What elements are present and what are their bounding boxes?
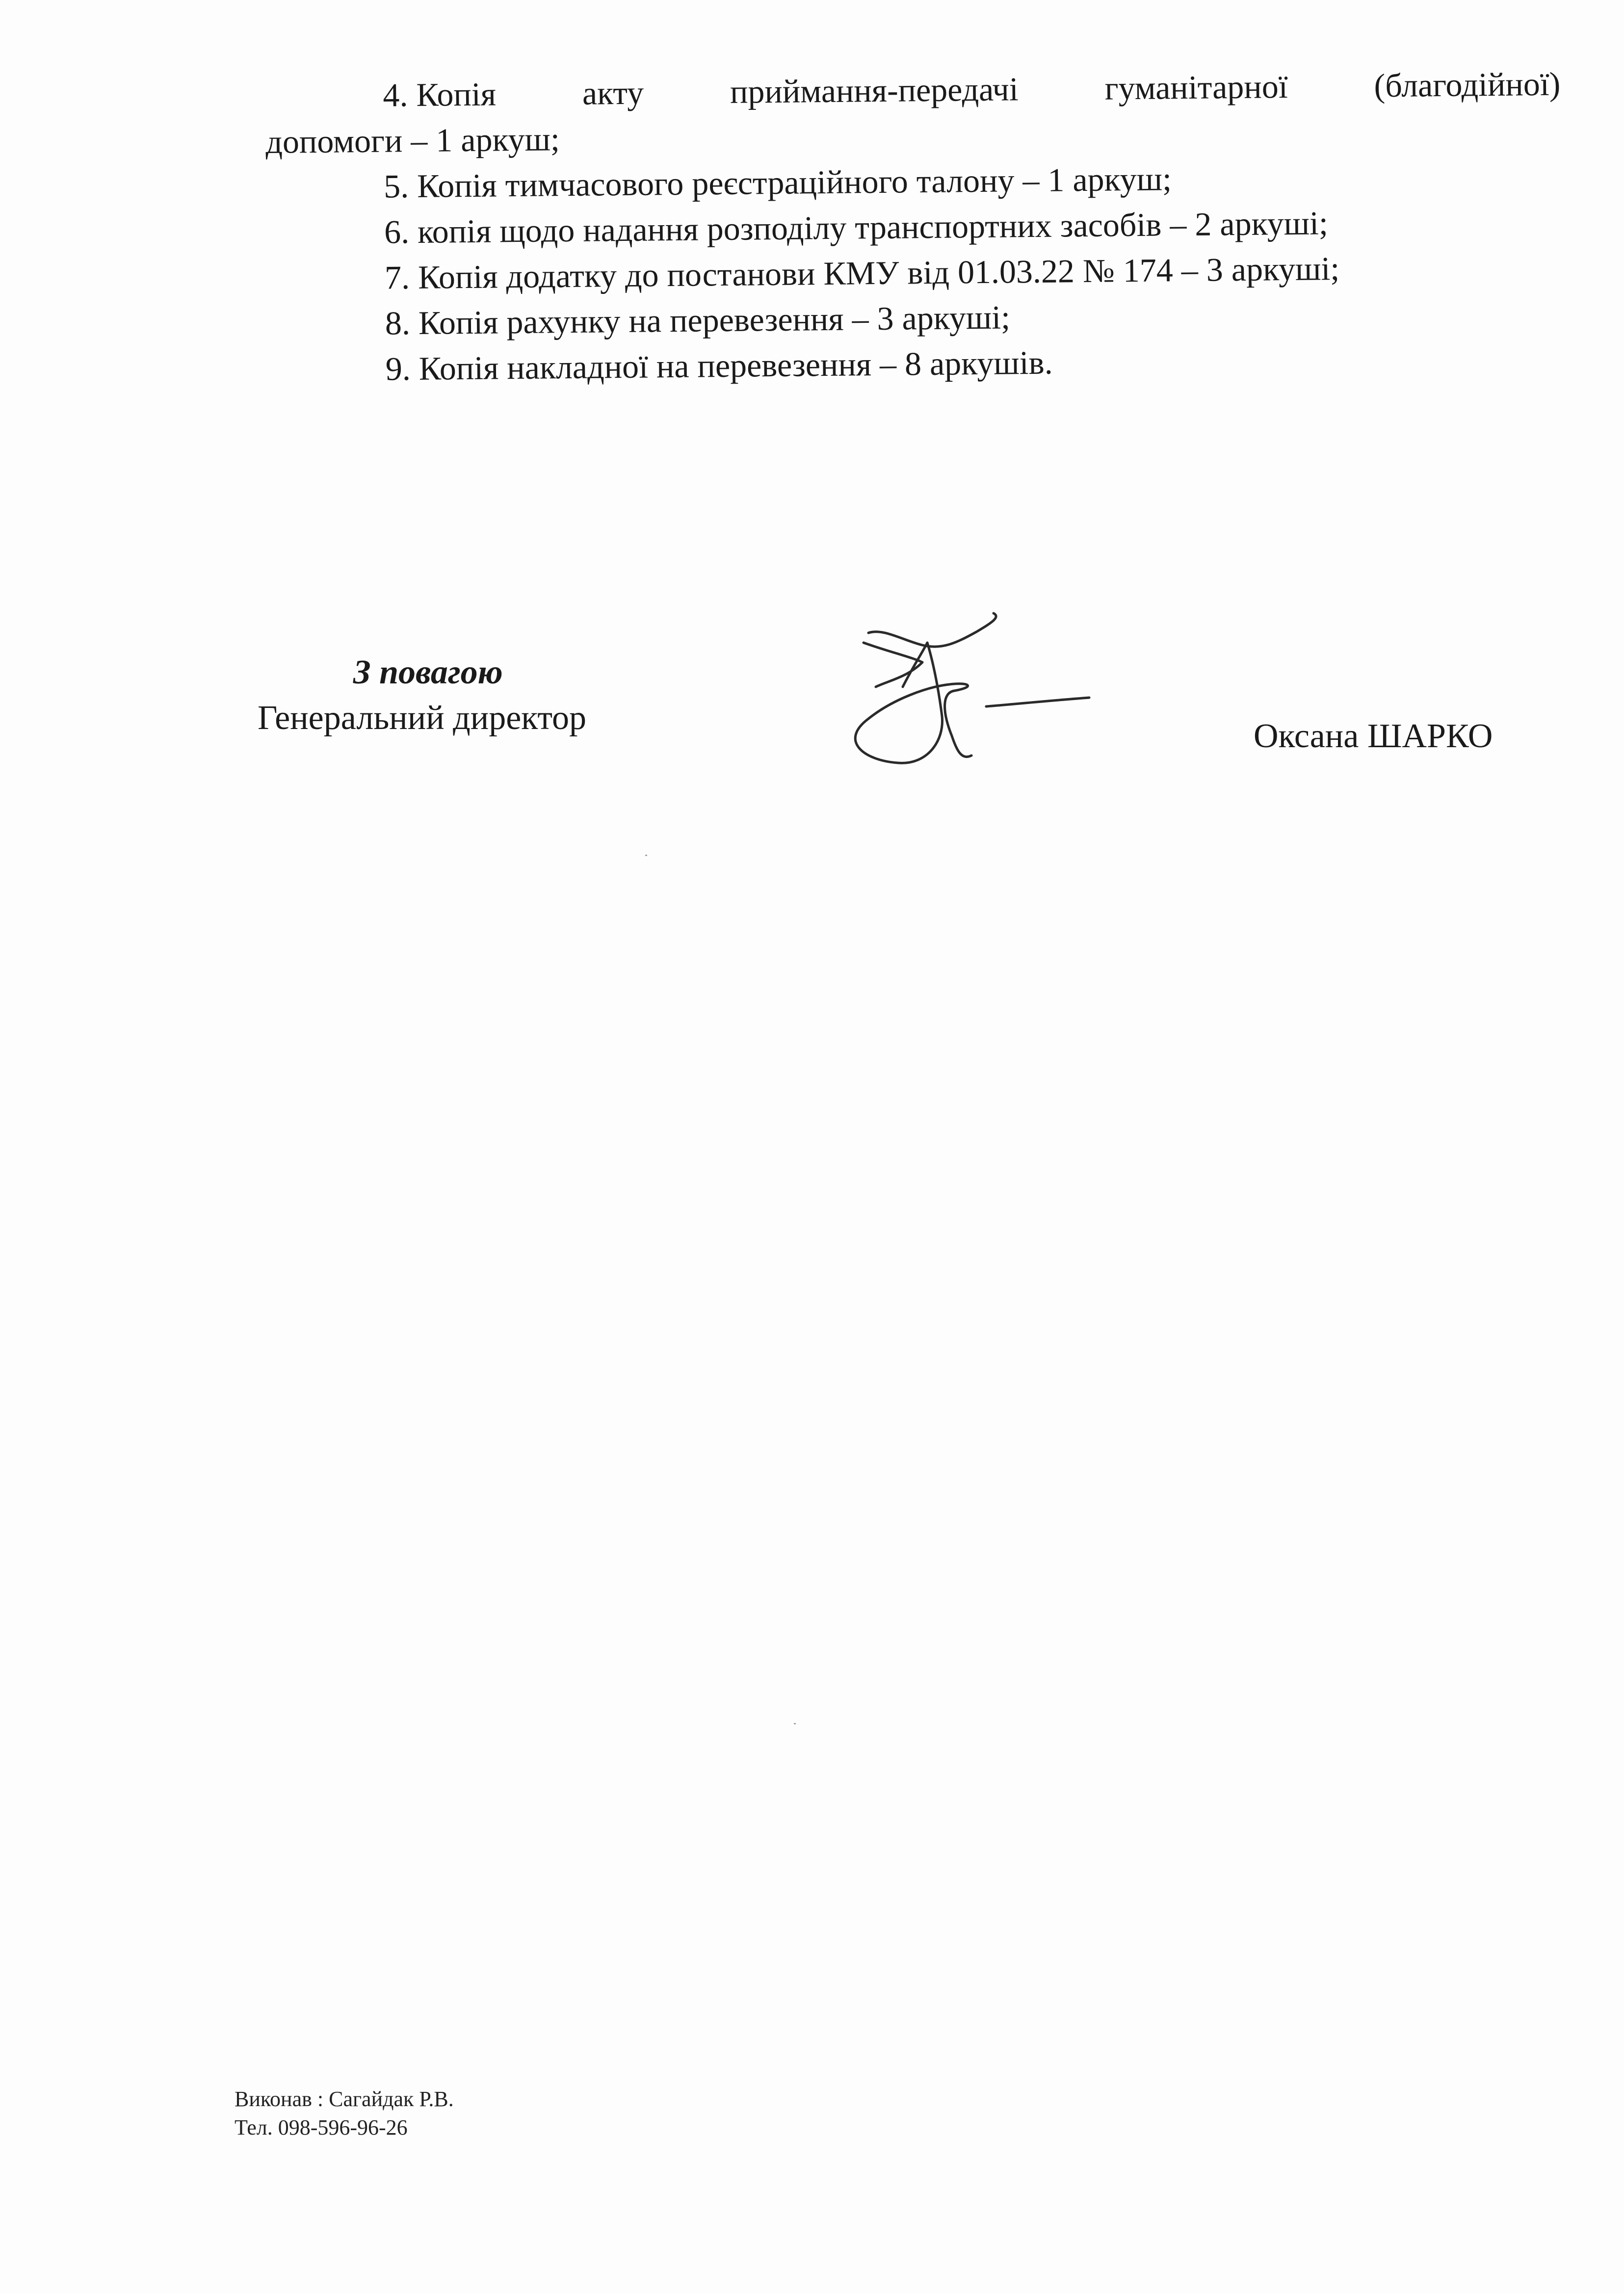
footer: [235, 2085, 454, 2142]
attachment-item-9: 9. Копія накладної на перевезення – 8 аркушів.: [385, 343, 1053, 388]
phone-line: Тел. 098-596-96-26: [235, 2115, 408, 2139]
attachments-list: [265, 61, 1563, 393]
signer-name: Оксана ШАРКО: [1254, 717, 1493, 755]
item-4-word: гуманітарної: [1104, 67, 1288, 107]
scan-speck: [645, 855, 647, 856]
attachment-item-6: 6. копія щодо надання розподілу транспортних засобів – 2 аркуші;: [384, 204, 1329, 251]
attachment-item-7: 7. Копія додатку до постанови КМУ від 01.03.22 № 174 – 3 аркуші;: [384, 249, 1340, 296]
attachment-item-5: 5. Копія тимчасового реєстраційного талону – 1 аркуш;: [383, 160, 1172, 205]
closing-phrase: З повагою: [353, 653, 503, 691]
item-4-word: приймання-передачі: [730, 70, 1019, 110]
scan-speck: [794, 1723, 796, 1724]
item-4-word: 4. Копія: [383, 75, 497, 114]
attachment-item-8: 8. Копія рахунку на перевезення – 3 аркуші;: [385, 298, 1011, 342]
attachment-item-4-continuation: допомоги – 1 аркуш;: [265, 120, 560, 160]
signer-position: Генеральний директор: [258, 699, 587, 737]
handwritten-signature: [829, 594, 1104, 780]
item-4-word: (благодійної): [1374, 65, 1561, 104]
executor-line: Виконав : Сагайдак Р.В.: [235, 2087, 454, 2111]
item-4-word: акту: [582, 74, 644, 112]
